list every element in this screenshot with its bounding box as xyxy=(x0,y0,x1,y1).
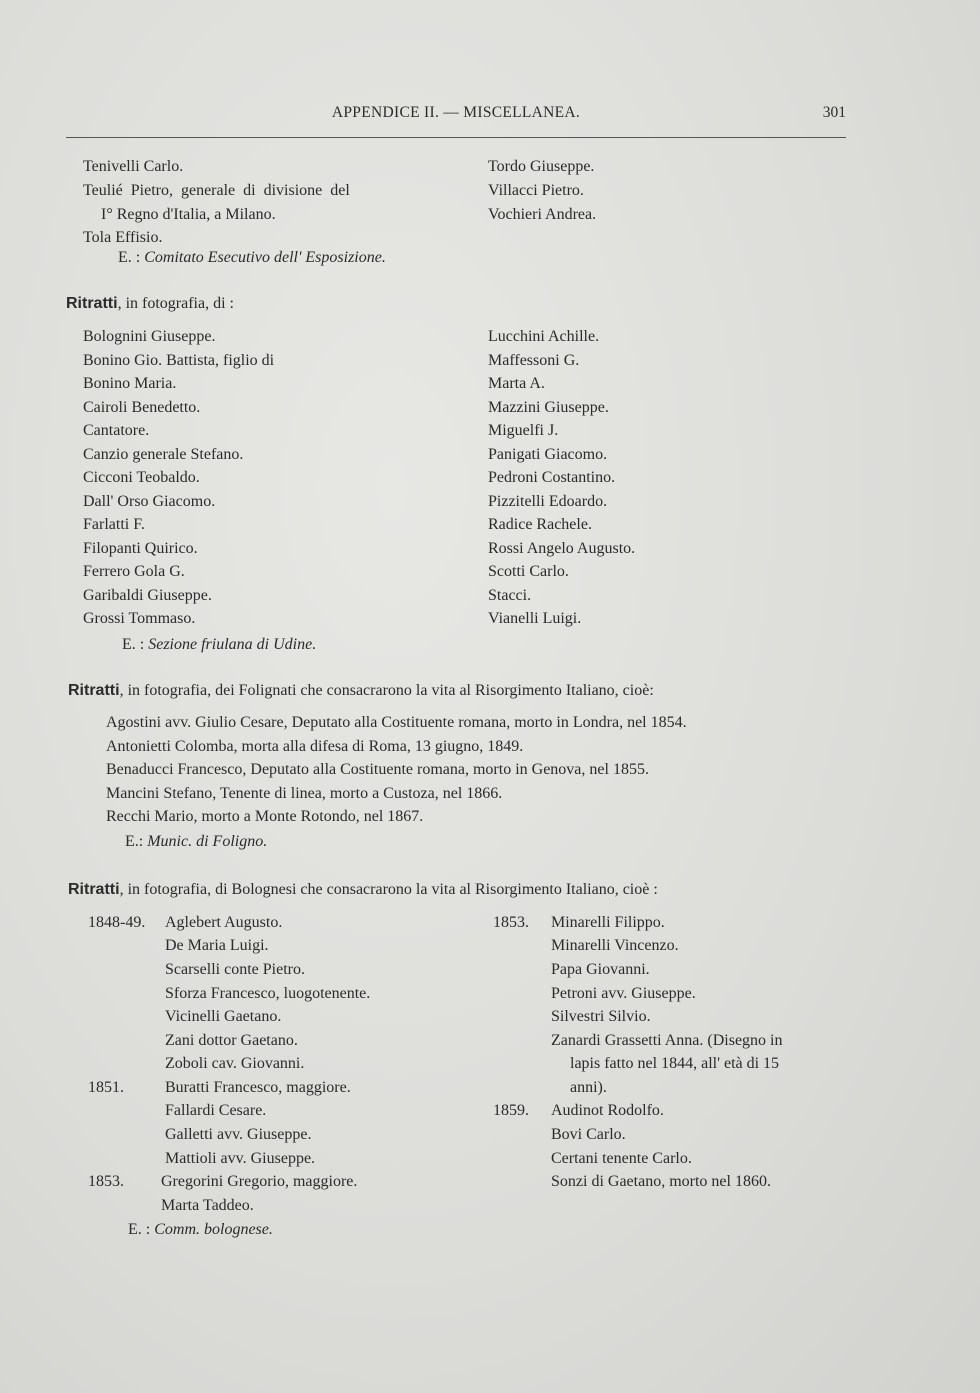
list-item: Zanardi Grassetti Anna. (Disegno in xyxy=(551,1032,783,1049)
exhibitor-line xyxy=(128,1220,273,1240)
list-item: Silvestri Silvio. xyxy=(551,1008,651,1025)
list-item: Pedroni Costantino. xyxy=(488,469,616,486)
list-item: Cairoli Benedetto. xyxy=(83,399,201,416)
list-item: Zoboli cav. Giovanni. xyxy=(165,1055,305,1072)
year-label: 1853. xyxy=(493,914,529,931)
list-item: Miguelfi J. xyxy=(488,422,559,439)
exhibitor-prefix: E. : xyxy=(118,249,141,266)
section-heading xyxy=(68,880,658,900)
list-item: De Maria Luigi. xyxy=(165,937,269,954)
exhibitor-prefix: E. : xyxy=(128,1221,151,1238)
list-item: Canzio generale Stefano. xyxy=(83,446,244,463)
list-item: Papa Giovanni. xyxy=(551,961,650,978)
year-label: 1851. xyxy=(88,1079,124,1096)
list-item: Filopanti Quirico. xyxy=(83,540,198,557)
list-item: Stacci. xyxy=(488,587,532,604)
heading-text: , in fotografia, di Bolognesi che consacrarono la vita al Risorgimento Italiano, cioè : xyxy=(119,881,658,898)
list-item: Mancini Stefano, Tenente di linea, morto a Custoza, nel 1866. xyxy=(106,785,503,802)
list-item: Farlatti F. xyxy=(83,516,145,533)
list-item: Buratti Francesco, maggiore. xyxy=(165,1079,351,1096)
list-item: lapis fatto nel 1844, all' età di 15 xyxy=(570,1055,780,1072)
heading-text: , in fotografia, dei Folignati che consacrarono la vita al Risorgimento Italiano, cioè: xyxy=(119,682,654,699)
section-heading xyxy=(66,294,234,314)
list-item: Tola Effisio. xyxy=(83,229,163,246)
list-item: Bovi Carlo. xyxy=(551,1126,626,1143)
list-item: Ferrero Gola G. xyxy=(83,563,185,580)
list-item: Rossi Angelo Augusto. xyxy=(488,540,636,557)
list-item: Pizzitelli Edoardo. xyxy=(488,493,608,510)
list-item: Garibaldi Giuseppe. xyxy=(83,587,212,604)
list-item: Recchi Mario, morto a Monte Rotondo, nel 1867. xyxy=(106,808,424,825)
running-title: APPENDICE II. — MISCELLANEA. xyxy=(331,104,581,121)
page-number: 301 xyxy=(822,104,846,121)
exhibitor-line xyxy=(122,635,316,655)
list-item: Mattioli avv. Giuseppe. xyxy=(165,1150,316,1167)
list-item: Certani tenente Carlo. xyxy=(551,1150,692,1167)
list-item: Cicconi Teobaldo. xyxy=(83,469,200,486)
list-item: Vochieri Andrea. xyxy=(488,206,597,223)
list-item: Scarselli conte Pietro. xyxy=(165,961,305,978)
list-item: Tordo Giuseppe. xyxy=(488,158,595,175)
list-item: Maffessoni G. xyxy=(488,352,580,369)
list-item: Minarelli Vincenzo. xyxy=(551,937,679,954)
list-item: Audinot Rodolfo. xyxy=(551,1102,664,1119)
list-item: Zani dottor Gaetano. xyxy=(165,1032,298,1049)
list-item: Scotti Carlo. xyxy=(488,563,569,580)
exhibitor-name: Sezione friulana di Udine. xyxy=(148,636,317,653)
year-label: 1848-49. xyxy=(88,914,146,931)
year-label: 1859. xyxy=(493,1102,529,1119)
list-item: Tenivelli Carlo. xyxy=(83,158,184,175)
header-rule xyxy=(66,137,846,138)
list-item: Vicinelli Gaetano. xyxy=(165,1008,282,1025)
list-item: Sforza Francesco, luogotenente. xyxy=(165,985,371,1002)
list-item: Galletti avv. Giuseppe. xyxy=(165,1126,312,1143)
list-item: Marta Taddeo. xyxy=(161,1197,254,1214)
list-item: Bonino Gio. Battista, figlio di xyxy=(83,352,275,369)
heading-bold: Ritratti xyxy=(68,881,120,898)
list-item: Gregorini Gregorio, maggiore. xyxy=(161,1173,358,1190)
list-item: anni). xyxy=(570,1079,607,1096)
exhibitor-prefix: E.: xyxy=(125,833,144,850)
section-heading xyxy=(68,681,654,701)
list-item: Minarelli Filippo. xyxy=(551,914,665,931)
list-item: Fallardi Cesare. xyxy=(165,1102,267,1119)
list-item: Sonzi di Gaetano, morto nel 1860. xyxy=(551,1173,771,1190)
list-item: Aglebert Augusto. xyxy=(165,914,283,931)
list-item: Cantatore. xyxy=(83,422,150,439)
list-item: Panigati Giacomo. xyxy=(488,446,608,463)
exhibitor-line xyxy=(118,248,386,268)
heading-text: , in fotografia, di : xyxy=(117,295,234,312)
list-item: Mazzini Giuseppe. xyxy=(488,399,609,416)
list-item: Vianelli Luigi. xyxy=(488,610,582,627)
exhibitor-prefix: E. : xyxy=(122,636,145,653)
list-item: Antonietti Colomba, morta alla difesa di Roma, 13 giugno, 1849. xyxy=(106,738,524,755)
list-item: Dall' Orso Giacomo. xyxy=(83,493,216,510)
list-item: Villacci Pietro. xyxy=(488,182,584,199)
exhibitor-name: Comitato Esecutivo dell' Esposizione. xyxy=(144,249,386,266)
list-item: Bolognini Giuseppe. xyxy=(83,328,216,345)
year-label: 1853. xyxy=(88,1173,124,1190)
list-item: Benaducci Francesco, Deputato alla Costituente romana, morto in Genova, nel 1855. xyxy=(106,761,649,778)
exhibitor-name: Comm. bolognese. xyxy=(154,1221,273,1238)
list-item: Agostini avv. Giulio Cesare, Deputato alla Costituente romana, morto in Londra, nel 1854. xyxy=(106,714,687,731)
list-item: Teulié Pietro, generale di divisione del xyxy=(83,182,350,199)
list-item: I° Regno d'Italia, a Milano. xyxy=(101,206,276,223)
heading-bold: Ritratti xyxy=(66,295,118,312)
exhibitor-line xyxy=(125,832,267,852)
list-item: Bonino Maria. xyxy=(83,375,177,392)
heading-bold: Ritratti xyxy=(68,682,120,699)
exhibitor-name: Munic. di Foligno. xyxy=(147,833,268,850)
list-item: Petroni avv. Giuseppe. xyxy=(551,985,696,1002)
list-item: Lucchini Achille. xyxy=(488,328,600,345)
list-item: Radice Rachele. xyxy=(488,516,592,533)
list-item: Marta A. xyxy=(488,375,545,392)
list-item: Grossi Tommaso. xyxy=(83,610,196,627)
running-header xyxy=(66,104,846,130)
